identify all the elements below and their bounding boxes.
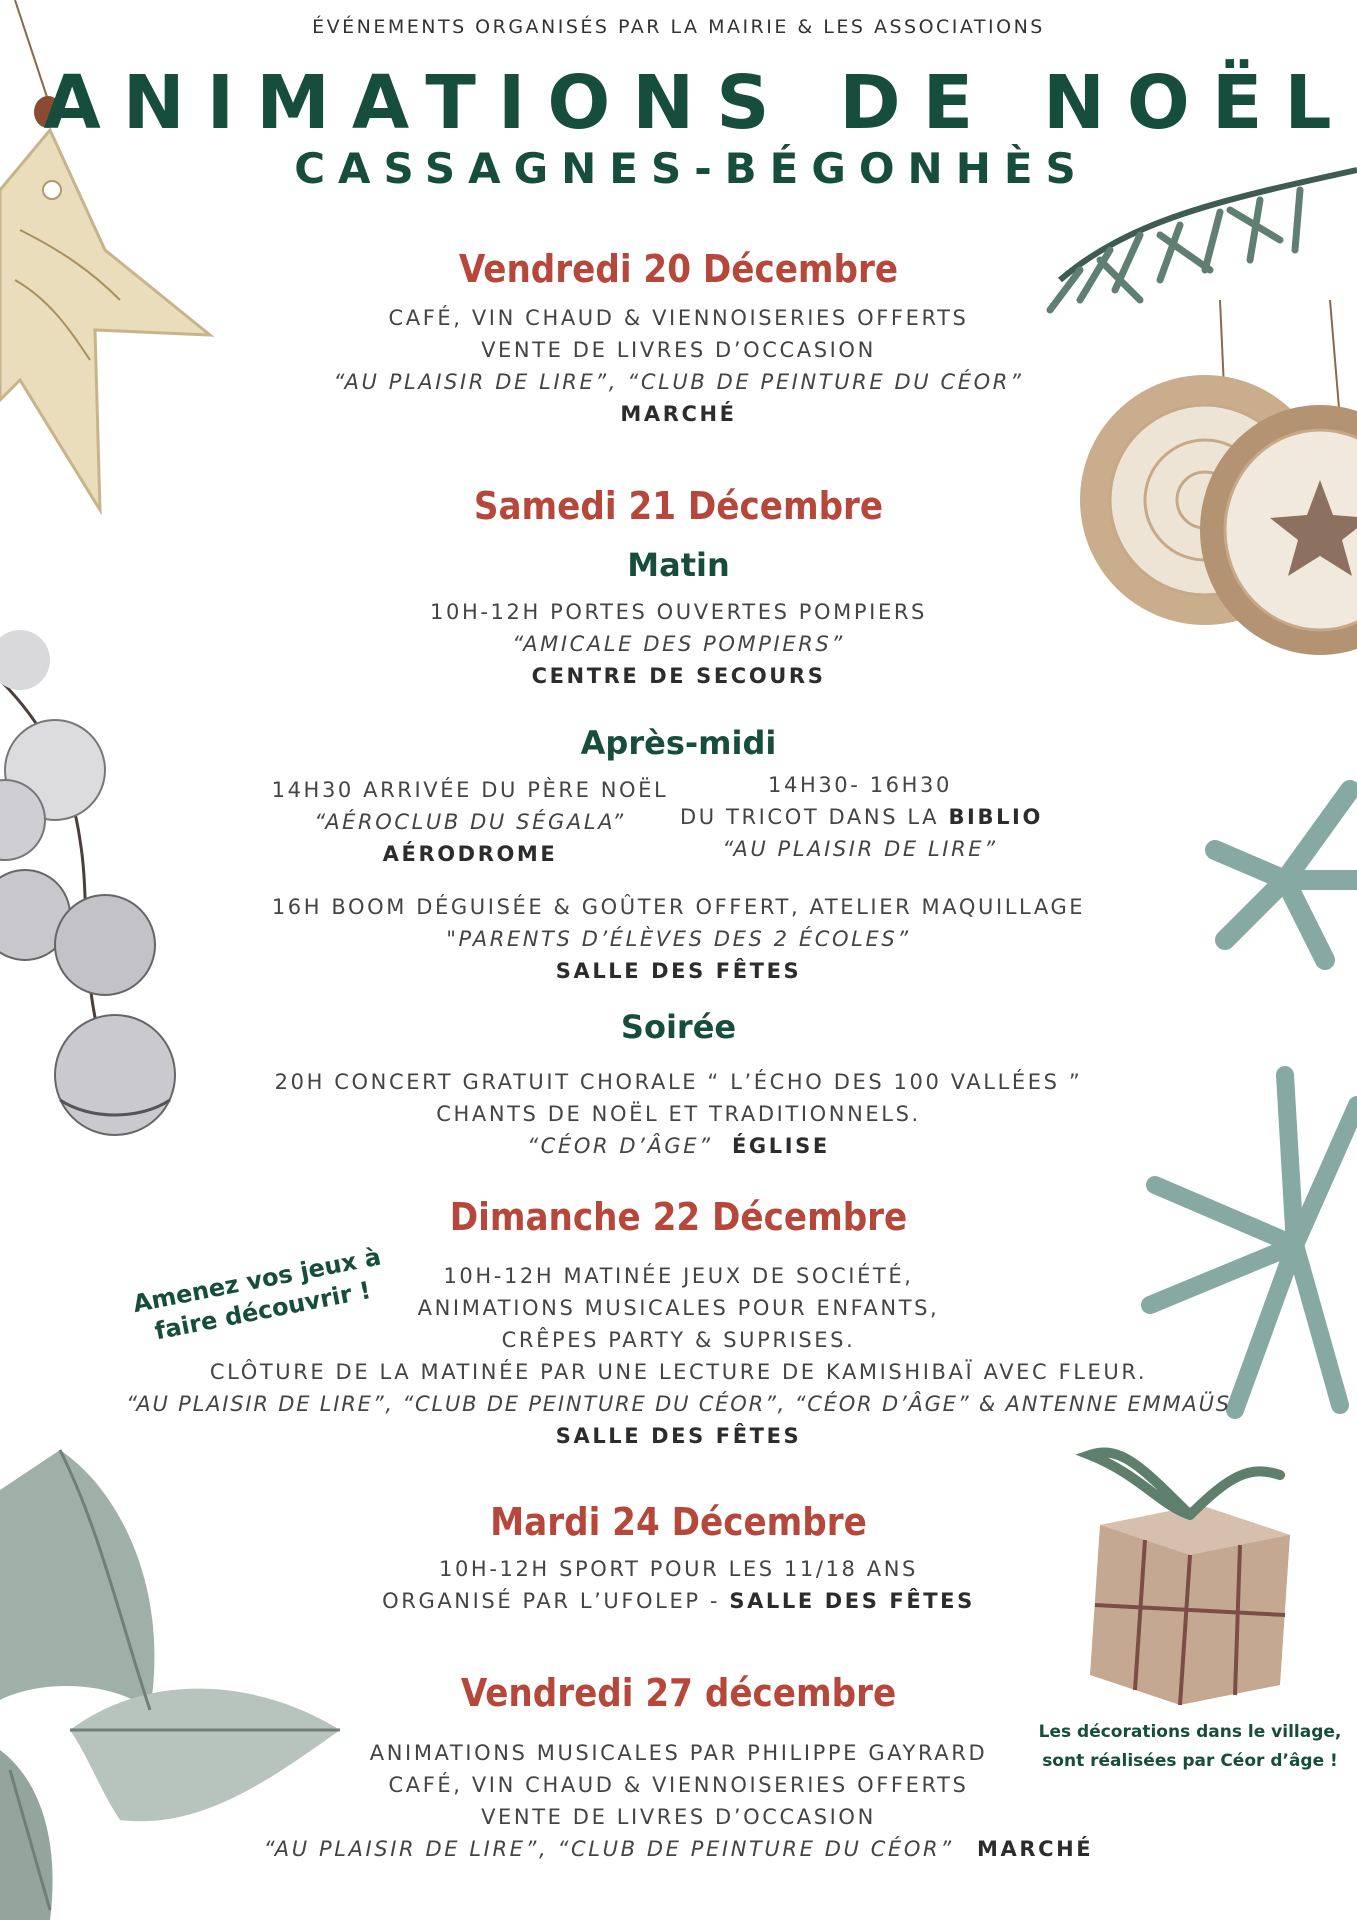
event-line xyxy=(680,805,1043,829)
section-afternoon: Après-midi xyxy=(580,724,777,762)
event-line: VENTE DE LIVRES D’OCCASION xyxy=(481,1805,876,1829)
day-heading-friday-20: Vendredi 20 Décembre xyxy=(458,247,899,291)
location-text: SALLE DES FÊTES xyxy=(729,1589,975,1613)
afternoon-left-column xyxy=(250,780,690,865)
event-line: VENTE DE LIVRES D’OCCASION xyxy=(481,338,876,362)
event-line: 20H CONCERT GRATUIT CHORALE “ L’ÉCHO DES 100 VALLÉES ” xyxy=(274,1070,1083,1094)
organizer-line: "PARENTS D’ÉLÈVES DES 2 ÉCOLES” xyxy=(446,927,911,951)
event-line: CRÊPES PARTY & SUPRISES. xyxy=(501,1328,856,1352)
decorations-credit-note xyxy=(1030,1718,1350,1776)
section-evening: Soirée xyxy=(620,1008,737,1046)
day-heading-sunday-22: Dimanche 22 Décembre xyxy=(449,1195,908,1239)
organizer-location-line xyxy=(0,1591,1357,1612)
event-line: ANIMATIONS MUSICALES POUR ENFANTS, xyxy=(417,1296,940,1320)
event-line: 14H30 ARRIVÉE DU PÈRE NOËL xyxy=(271,778,669,802)
organizer-text: “CÉOR D’ÂGE” xyxy=(527,1134,713,1158)
organizers-line: ÉVÉNEMENTS ORGANISÉS PAR LA MAIRIE & LES ASSOCIATIONS xyxy=(312,16,1045,38)
event-line: 10H-12H SPORT POUR LES 11/18 ANS xyxy=(439,1557,918,1581)
event-line: 16H BOOM DÉGUISÉE & GOÛTER OFFERT, ATELIER MAQUILLAGE xyxy=(271,895,1086,919)
bring-games-note: Amenez vos jeux à faire découvrir ! xyxy=(130,1242,384,1346)
organizer-location-line xyxy=(0,1136,1357,1157)
event-line: 14H30- 16H30 xyxy=(768,773,952,797)
location-line: MARCHÉ xyxy=(620,402,737,426)
day-heading-friday-27: Vendredi 27 décembre xyxy=(460,1671,897,1715)
location-line: SALLE DES FÊTES xyxy=(555,1424,802,1448)
location-line: CENTRE DE SECOURS xyxy=(531,664,826,688)
location-text: ÉGLISE xyxy=(731,1134,830,1158)
page-subtitle: CASSAGNES-BÉGONHÈS xyxy=(294,144,1089,193)
event-line: 10H-12H PORTES OUVERTES POMPIERS xyxy=(430,600,927,624)
day-heading-tuesday-24: Mardi 24 Décembre xyxy=(490,1500,867,1544)
afternoon-right-column xyxy=(680,773,1043,861)
event-text: DU TRICOT DANS LA xyxy=(680,805,940,829)
event-line: CAFÉ, VIN CHAUD & VIENNOISERIES OFFERTS xyxy=(388,306,969,330)
organizer-line: “AMICALE DES POMPIERS” xyxy=(512,632,845,656)
location-line: SALLE DES FÊTES xyxy=(555,959,802,983)
event-line: 10H-12H MATINÉE JEUX DE SOCIÉTÉ, xyxy=(443,1264,914,1288)
section-morning: Matin xyxy=(627,546,730,584)
event-line: CHANTS DE NOËL ET TRADITIONNELS. xyxy=(436,1102,921,1126)
event-line: CAFÉ, VIN CHAUD & VIENNOISERIES OFFERTS xyxy=(388,1773,969,1797)
event-line: ANIMATIONS MUSICALES PAR PHILIPPE GAYRARD xyxy=(369,1741,988,1765)
location-text: MARCHÉ xyxy=(976,1837,1094,1861)
location-text: BIBLIO xyxy=(948,805,1043,829)
organizer-line: “AU PLAISIR DE LIRE”, “CLUB DE PEINTURE DU CÉOR”, “CÉOR D’ÂGE” & ANTENNE EMMAÜS xyxy=(126,1392,1231,1416)
event-line: CLÔTURE DE LA MATINÉE PAR UNE LECTURE DE KAMISHIBAÏ AVEC FLEUR. xyxy=(209,1360,1148,1384)
organizer-line: “AU PLAISIR DE LIRE”, “CLUB DE PEINTURE DU CÉOR” xyxy=(333,370,1024,394)
day-heading-saturday-21: Samedi 21 Décembre xyxy=(473,484,884,528)
organizer-line: “AÉROCLUB DU SÉGALA” xyxy=(314,810,626,834)
organizer-location-line xyxy=(0,1839,1357,1860)
organizer-text: ORGANISÉ PAR L’UFOLEP - xyxy=(382,1589,721,1613)
organizer-line: “AU PLAISIR DE LIRE” xyxy=(722,837,998,861)
organizer-text: “AU PLAISIR DE LIRE”, “CLUB DE PEINTURE DU CÉOR” xyxy=(263,1837,954,1861)
note-line: Les décorations dans le village, xyxy=(1038,1722,1342,1742)
page-title: ANIMATIONS DE NOËL xyxy=(43,60,1354,146)
note-line: sont réalisées par Céor d’âge ! xyxy=(1042,1750,1338,1771)
location-line: AÉRODROME xyxy=(382,842,558,866)
